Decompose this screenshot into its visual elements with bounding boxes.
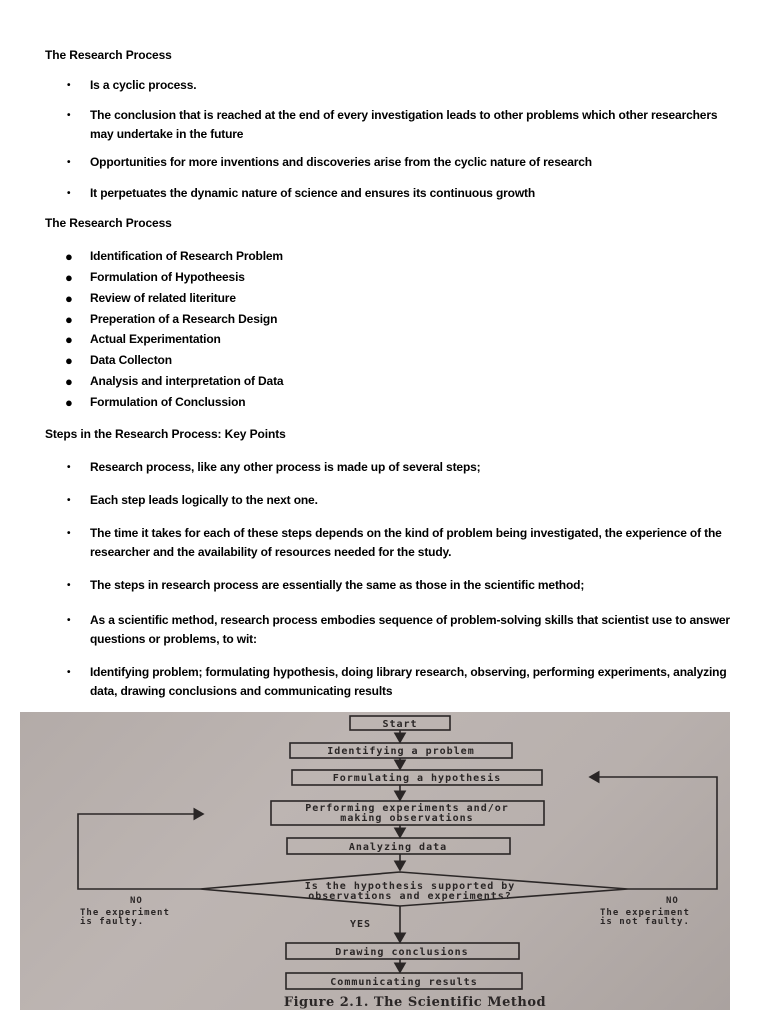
- list-item: Identifying problem; formulating hypothesis, doing library research, observing, performing experiments, analyzing data, drawing conclusions and communicating results: [90, 665, 727, 698]
- flowchart-diagram: [20, 712, 730, 1010]
- scientific-method-figure: [20, 712, 730, 1010]
- flow-note-left-1: The experiment: [80, 908, 170, 918]
- flow-text-hypothesis: Formulating a hypothesis: [332, 773, 502, 784]
- bullet-marker: •: [67, 495, 71, 506]
- bullet-marker: •: [67, 462, 71, 473]
- list-item: Research process, like any other process is made up of several steps;: [90, 460, 481, 474]
- list-item: It perpetuates the dynamic nature of science and ensures its continuous growth: [90, 186, 536, 200]
- flow-loop-right: [590, 777, 717, 889]
- list-item: Actual Experimentation: [90, 332, 221, 346]
- flow-text-analyzing: Analyzing data: [348, 842, 448, 853]
- list-item: The conclusion that is reached at the end of every investigation leads to other problems which other researchers may undertake in the future: [90, 108, 718, 141]
- bullet-marker: •: [67, 80, 71, 91]
- list-item: As a scientific method, research process embodies sequence of problem-solving skills that scientist use to answer questions or problems, to wit:: [90, 613, 730, 646]
- figure-caption: Figure 2.1. The Scientific Method: [283, 995, 547, 1010]
- flow-text-decision-2: observations and experiments?: [308, 891, 512, 902]
- flow-text-identify-problem: Identifying a problem: [327, 746, 475, 757]
- bullet-marker: ●: [65, 312, 73, 327]
- flow-text-communicating: Communicating results: [330, 977, 478, 988]
- flow-text-experiments-2: making observations: [340, 813, 474, 824]
- bullet-marker: •: [67, 188, 71, 199]
- section-heading-research-process: The Research Process: [45, 48, 172, 62]
- list-item: Each step leads logically to the next one.: [90, 493, 318, 507]
- flow-text-experiments-1: Performing experiments and/or: [305, 803, 509, 814]
- bullet-marker: •: [67, 157, 71, 168]
- section-heading-research-process-steps: The Research Process: [45, 216, 172, 230]
- bullet-marker: •: [67, 528, 71, 539]
- flow-text-decision-1: Is the hypothesis supported by: [304, 881, 516, 892]
- list-item: Analysis and interpretation of Data: [90, 374, 284, 388]
- flow-label-no-left: NO: [130, 896, 143, 906]
- flow-note-right-1: The experiment: [600, 908, 690, 918]
- bullet-marker: ●: [65, 270, 73, 285]
- bullet-marker: •: [67, 110, 71, 121]
- list-item: The steps in research process are essentially the same as those in the scientific method;: [90, 578, 585, 592]
- bullet-marker: ●: [65, 332, 73, 347]
- flow-loop-left: [78, 814, 203, 889]
- list-item: Formulation of Conclussion: [90, 395, 246, 409]
- bullet-marker: ●: [65, 374, 73, 389]
- list-item: Identification of Research Problem: [90, 249, 283, 263]
- bullet-marker: ●: [65, 249, 73, 264]
- flow-note-right-2: is not faulty.: [600, 917, 690, 927]
- flow-note-left-2: is faulty.: [80, 917, 145, 927]
- list-item: Opportunities for more inventions and discoveries arise from the cyclic nature of research: [90, 155, 592, 169]
- list-item: Preperation of a Research Design: [90, 312, 278, 326]
- bullet-marker: ●: [65, 395, 73, 410]
- bullet-marker: •: [67, 667, 71, 678]
- section-heading-key-points: Steps in the Research Process: Key Points: [45, 427, 286, 441]
- list-item: Review of related literiture: [90, 291, 236, 305]
- list-item: The time it takes for each of these steps depends on the kind of problem being investigated, the experience of the researcher and the availability of resources needed for the study.: [90, 526, 722, 559]
- flow-text-conclusions: Drawing conclusions: [335, 947, 469, 958]
- list-item: Is a cyclic process.: [90, 78, 197, 92]
- bullet-marker: •: [67, 615, 71, 626]
- flow-label-no-right: NO: [666, 896, 679, 906]
- bullet-marker: ●: [65, 353, 73, 368]
- list-item: Formulation of Hypotheesis: [90, 270, 245, 284]
- flow-label-yes: YES: [350, 919, 372, 930]
- bullet-marker: •: [67, 580, 71, 591]
- list-item: Data Collecton: [90, 353, 172, 367]
- flow-text-start: Start: [382, 719, 418, 730]
- bullet-marker: ●: [65, 291, 73, 306]
